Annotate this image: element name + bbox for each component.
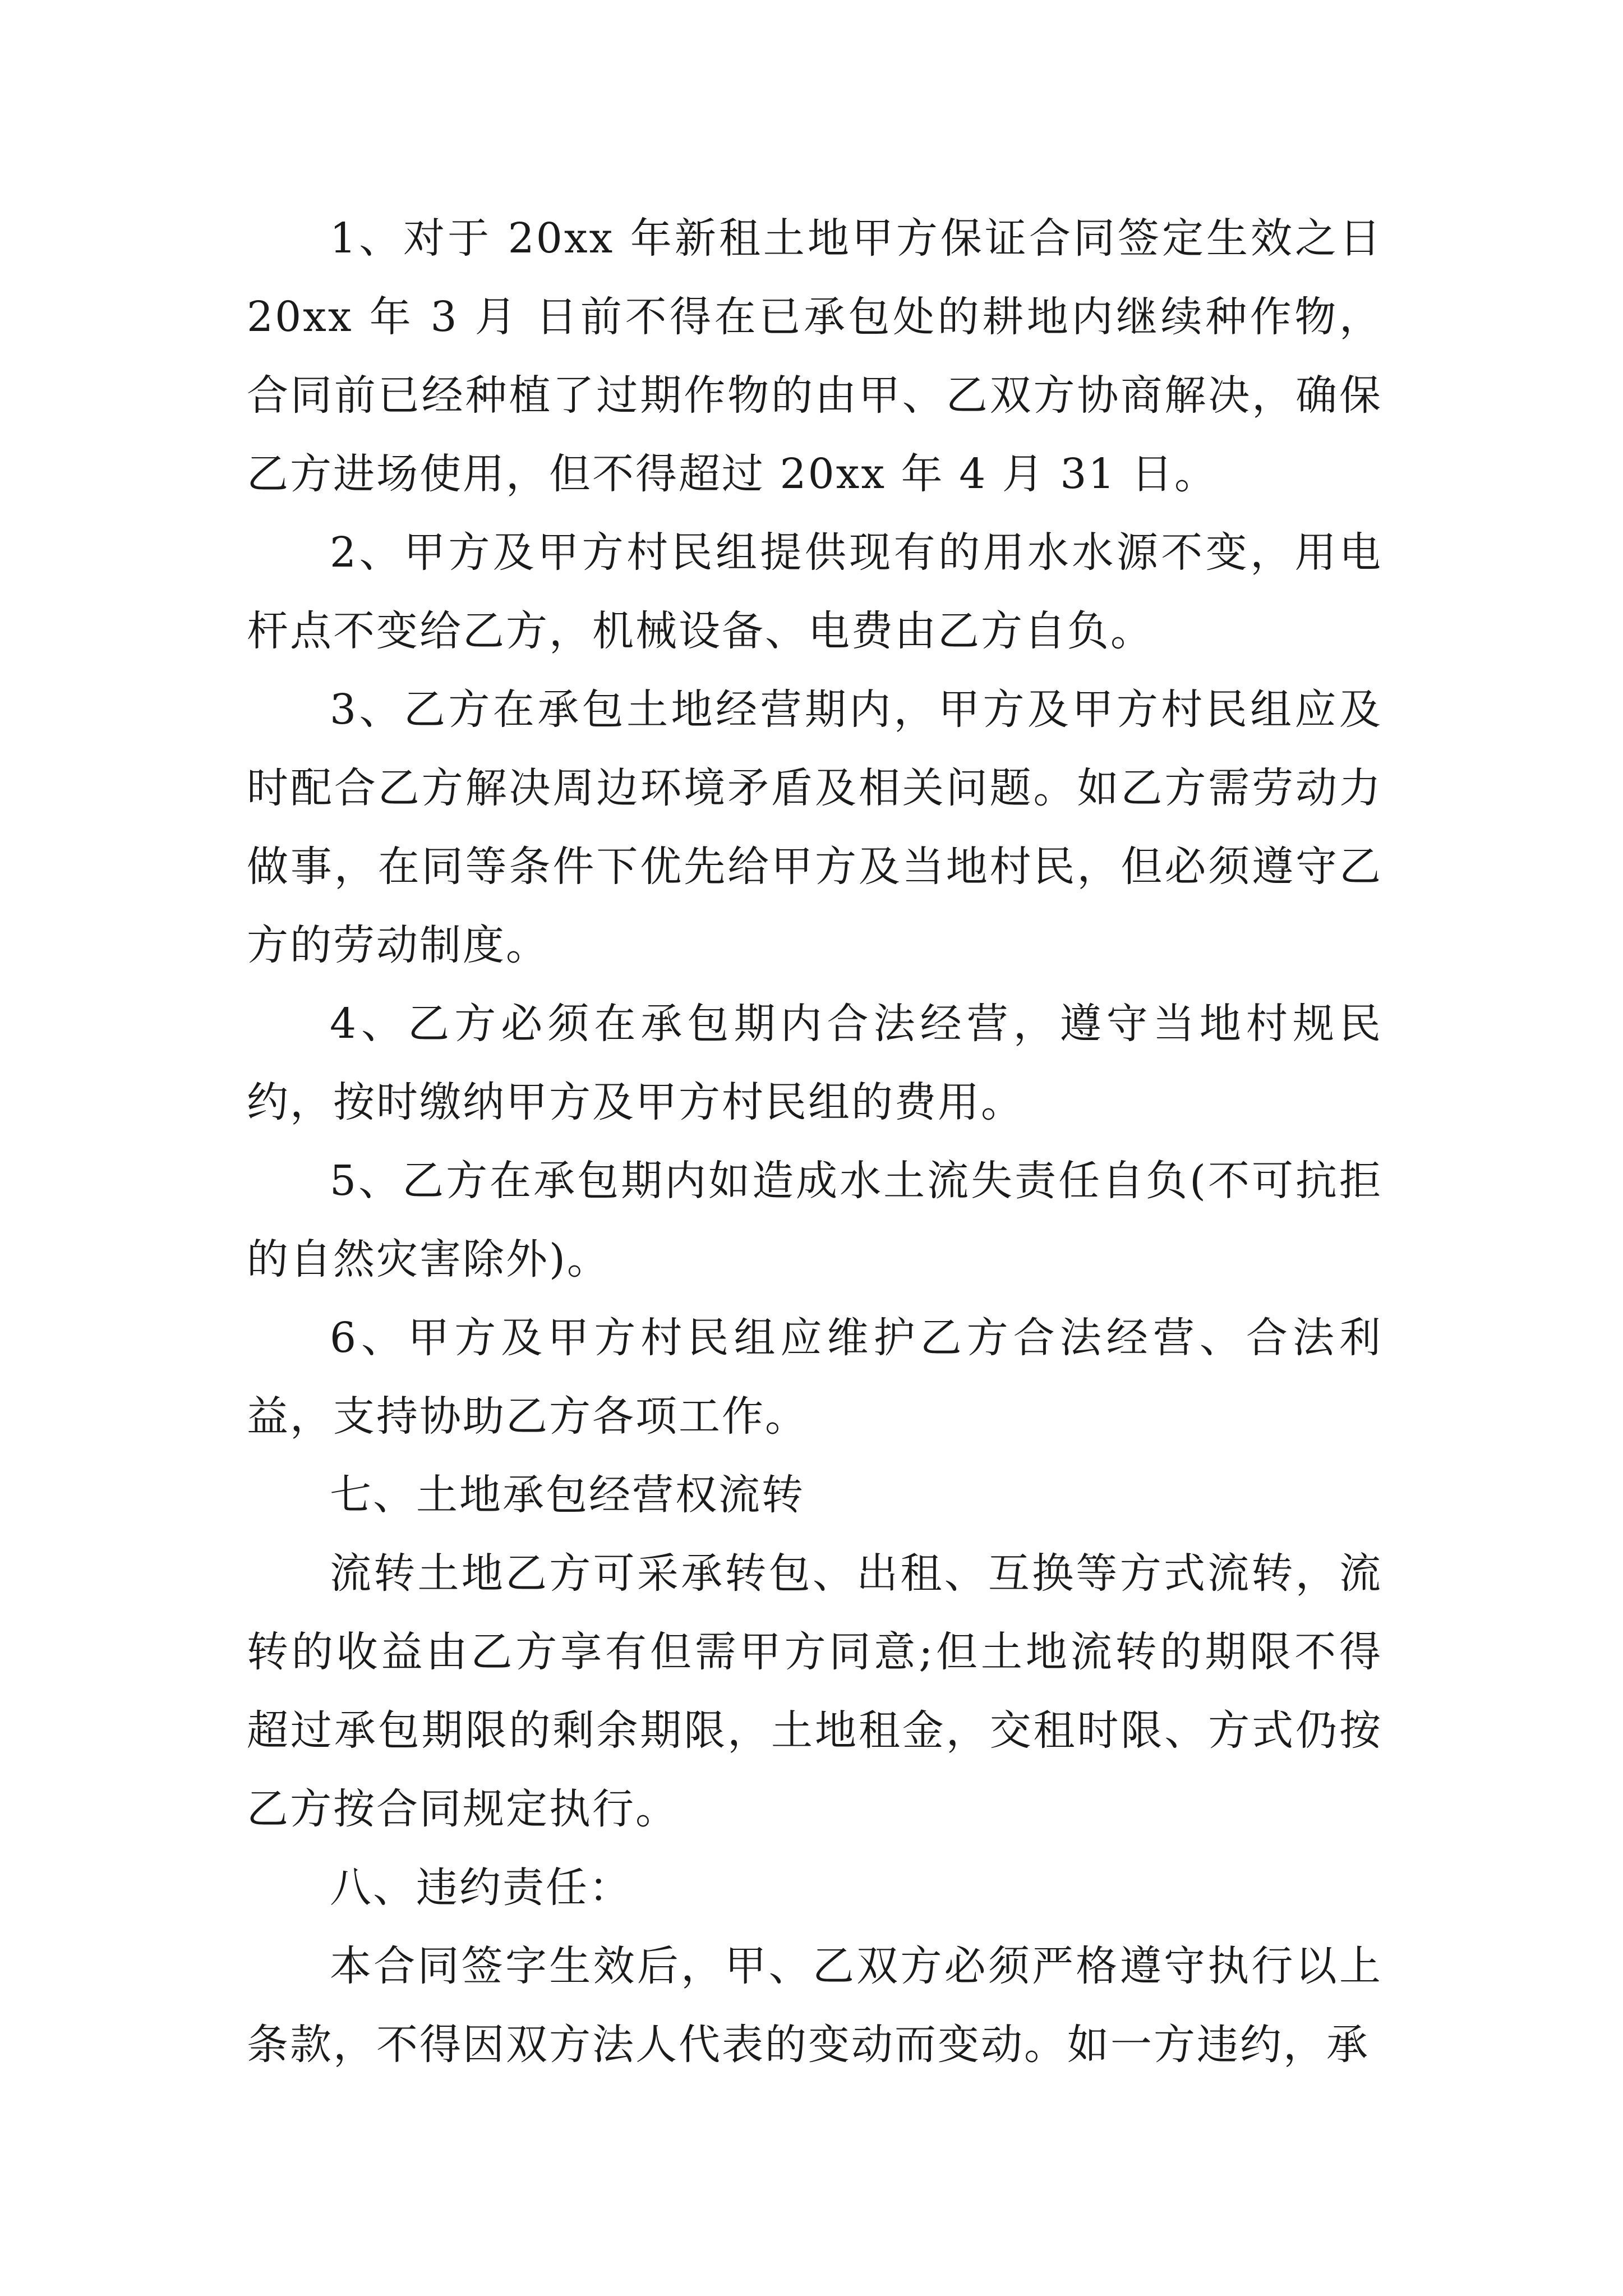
section-heading-8: 八、违约责任： — [330, 1864, 632, 1912]
paragraph-clause-4: 4、乙方必须在承包期内合法经营，遵守当地村规民约，按时缴纳甲方及甲方村民组的费用。 — [247, 1000, 1382, 1126]
paragraph-clause-2: 2、甲方及甲方村民组提供现有的用水水源不变，用电杆点不变给乙方，机械设备、电费由乙方自负。 — [247, 528, 1382, 655]
section-heading-7: 七、土地承包经营权流转 — [330, 1471, 805, 1519]
paragraph-clause-1: 1、对于 20xx 年新租土地甲方保证合同签定生效之日 20xx 年 3 月 日前不得在已承包处的耕地内继续种作物，合同前已经种植了过期作物的由甲、乙双方协商解决，确保乙方进场使用，但不得超过 20xx 年 4 月 31 日。 — [247, 214, 1382, 498]
paragraph-transfer: 流转土地乙方可采承转包、出租、互换等方式流转，流转的收益由乙方享有但需甲方同意;但土地流转的期限不得超过承包期限的剩余期限，土地租金，交租时限、方式仍按乙方按合同规定执行。 — [247, 1549, 1382, 1833]
paragraph-liability: 本合同签字生效后，甲、乙双方必须严格遵守执行以上条款，不得因双方法人代表的变动而变动。如一方违约，承 — [247, 1942, 1382, 2069]
paragraph-clause-3: 3、乙方在承包土地经营期内，甲方及甲方村民组应及时配合乙方解决周边环境矛盾及相关问题。如乙方需劳动力做事，在同等条件下优先给甲方及当地村民，但必须遵守乙方的劳动制度。 — [247, 685, 1382, 969]
paragraph-clause-5: 5、乙方在承包期内如造成水土流失责任自负(不可抗拒的自然灾害除外)。 — [247, 1157, 1382, 1283]
document-body — [247, 199, 1382, 2084]
paragraph-clause-6: 6、甲方及甲方村民组应维护乙方合法经营、合法利益，支持协助乙方各项工作。 — [247, 1314, 1382, 1441]
